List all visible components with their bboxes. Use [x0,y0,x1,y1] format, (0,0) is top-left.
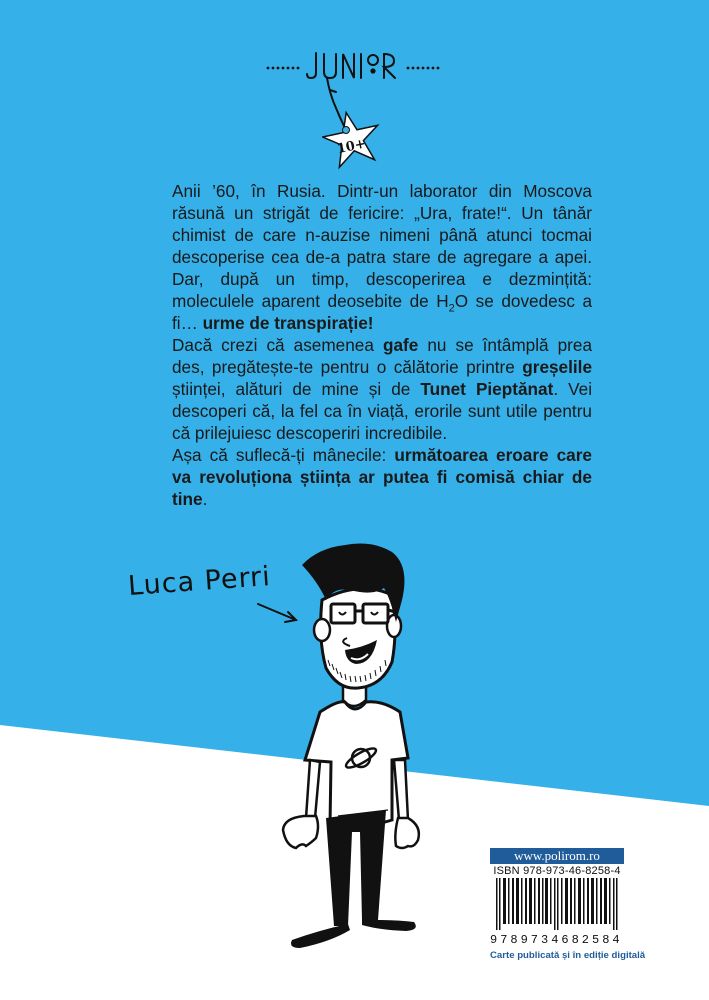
blurb-paragraph-1: Anii ’60, în Rusia. Dintr-un laborator din Moscova răsună un strigăt de fericire: „Ura, frate!“. Un tânăr chimist de care n-auzise nimeni până atunci tocmai descoperise cea de-a patra stare de agregare a apei. Dar, după un timp, descoperirea e dezmințită: moleculele aparent deosebite de $H_2O$ se dovedesc a fi… urme de transpirație! [172,181,592,333]
blurb-paragraph-2: Dacă crezi că asemenea gafe nu se întâmplă prea des, pregătește-te pentru o călătorie printre greșelile științei, alături de mine și de Tunet Pieptănat. Vei descoperi că, la fel ca în viață, erorile sunt utile pentru că prilejuiesc descoperiri incredibile. [172,335,593,443]
digital-edition-note: Carte publicată și în ediție digitală [490,950,646,961]
blurb-paragraph-3: Așa că suflecă-ți mânecile: următoarea eroare care va revoluționa știința ar putea fi comisă chiar de tine. [172,445,592,509]
age-badge-label: 10+ [335,136,368,158]
isbn-label: ISBN 978-973-46-8258-4 [493,865,621,877]
publisher-barcode-block [490,848,646,961]
barcode-icon [490,878,624,930]
ean-digits: 9789734682584 [490,933,623,947]
publisher-website: www.polirom.ro [490,848,624,864]
arrow-icon [258,604,296,622]
author-signature: Luca Perri [127,561,272,602]
